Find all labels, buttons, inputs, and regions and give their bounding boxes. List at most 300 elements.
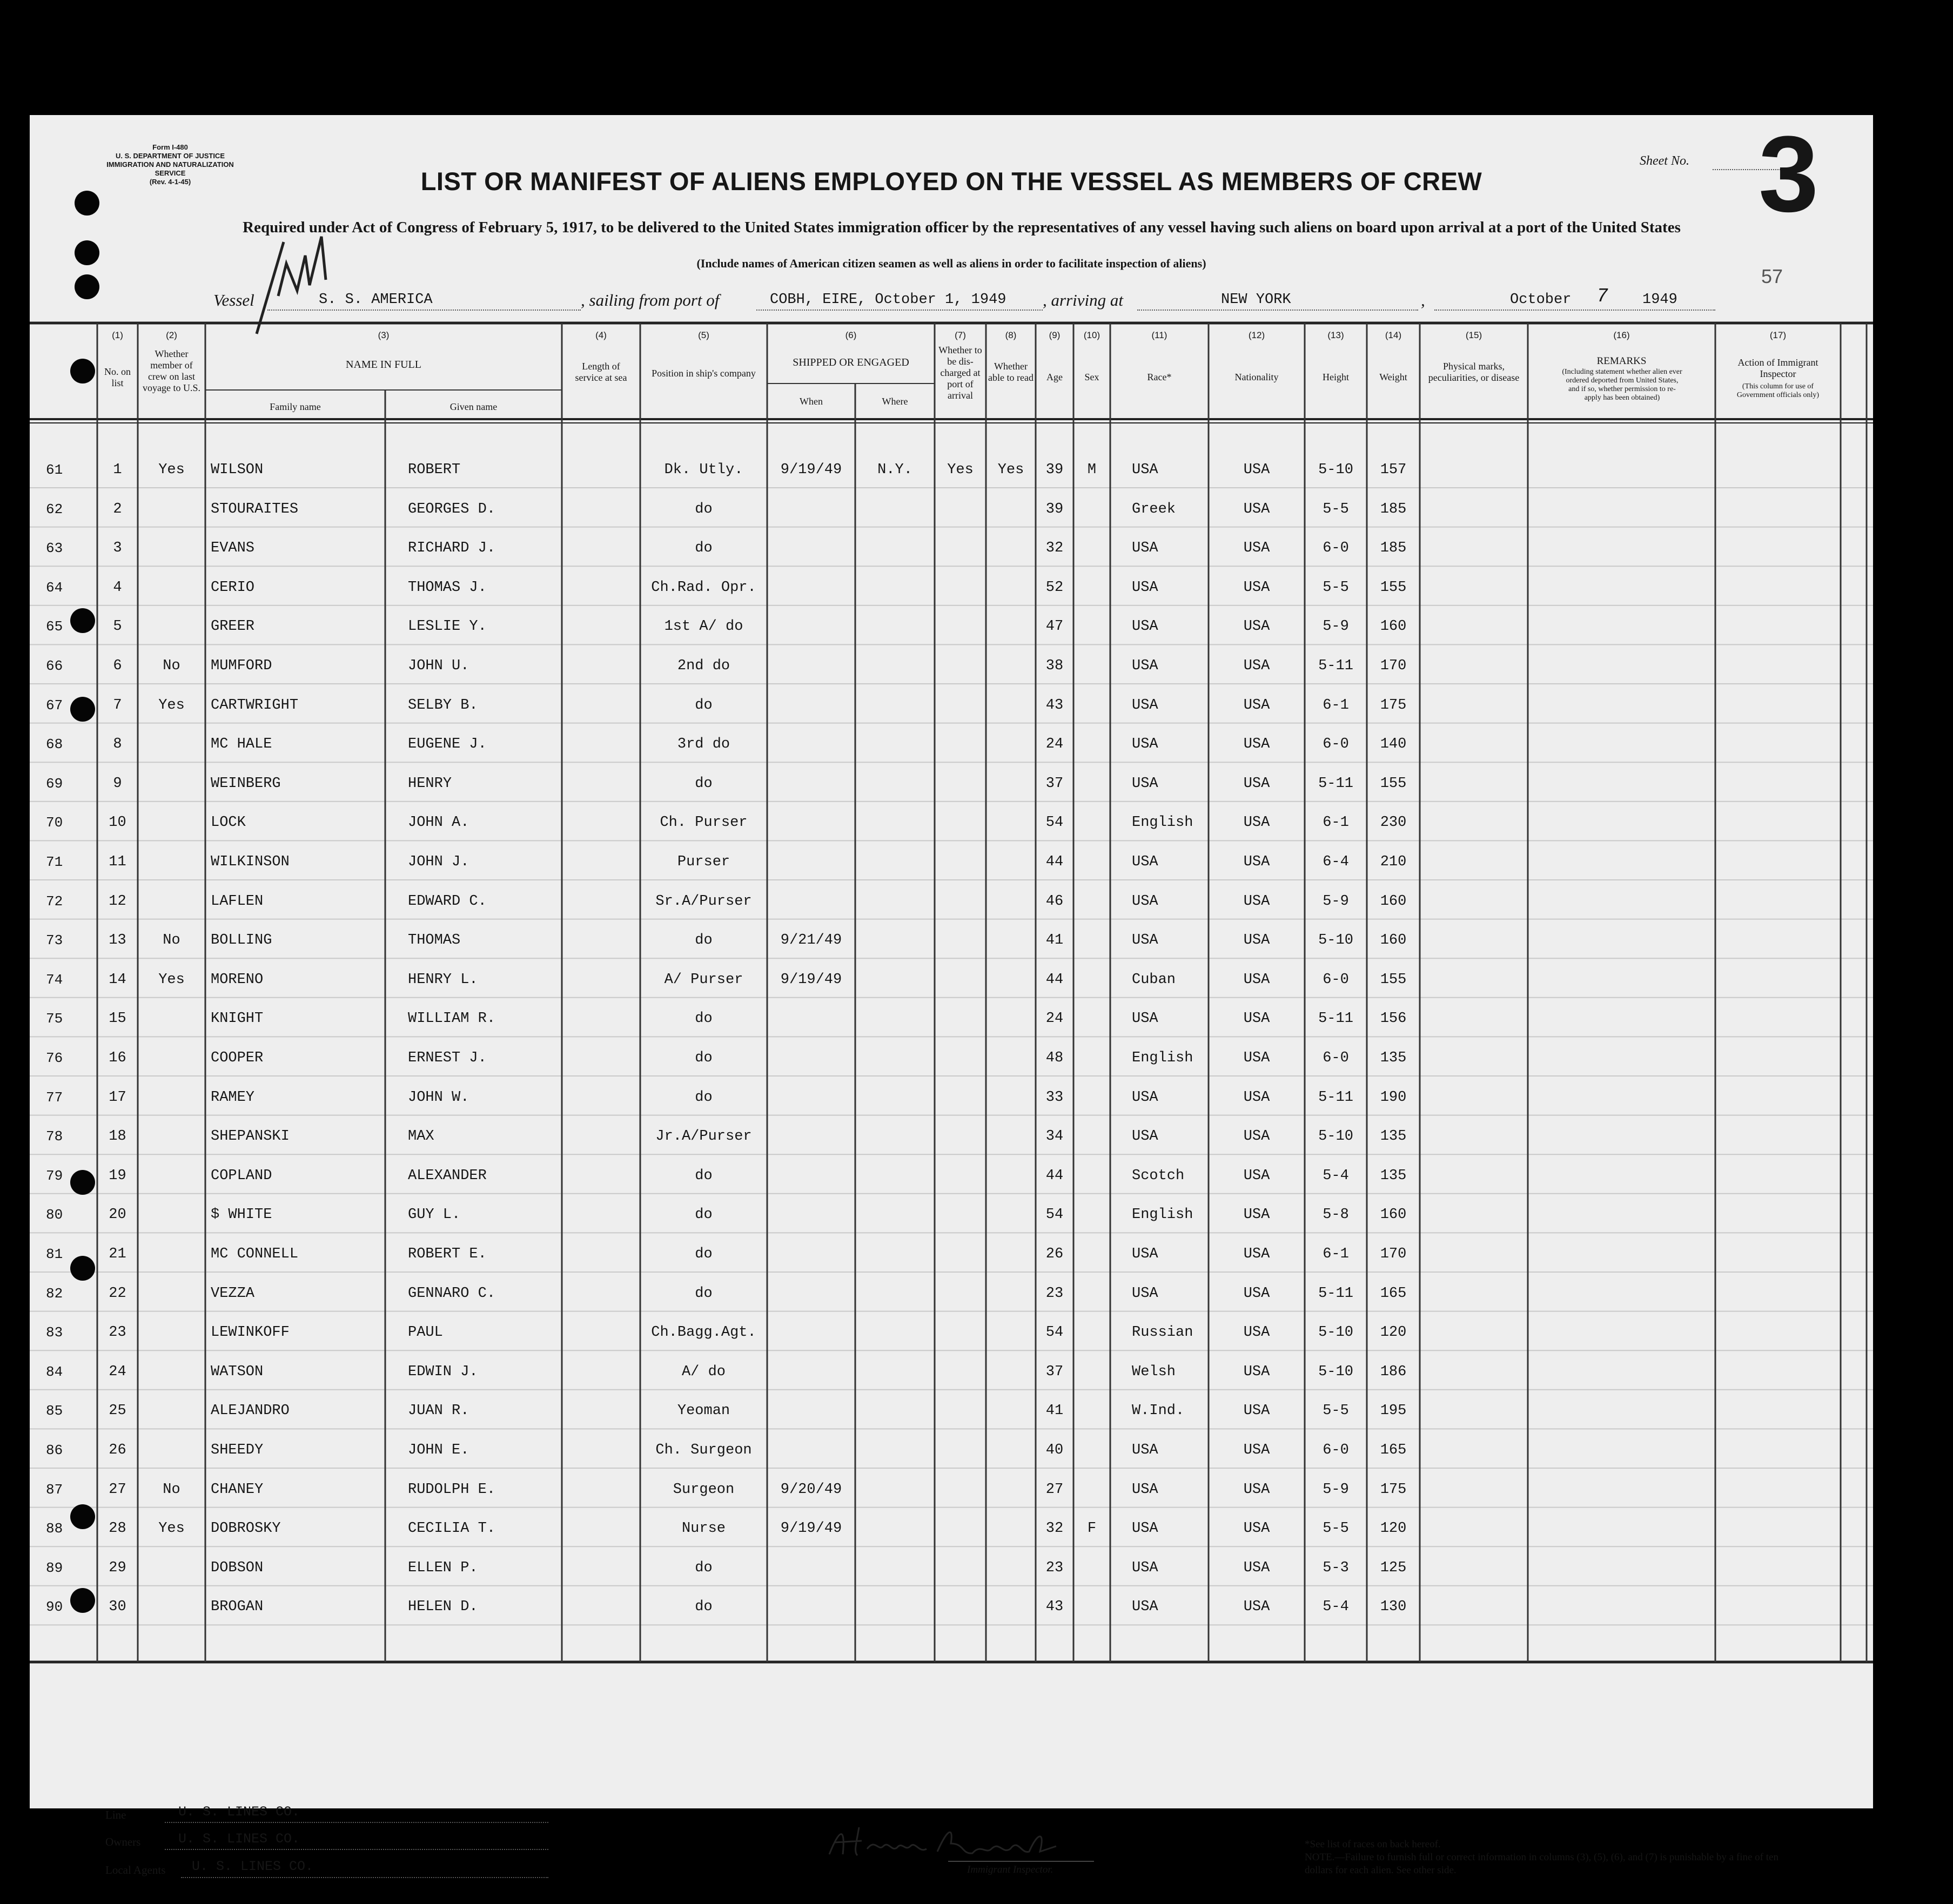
cell-ln: 85	[46, 1403, 63, 1419]
binder-hole-icon	[70, 359, 95, 384]
cell-wt: 155	[1380, 775, 1407, 792]
cell-position: 3rd do	[677, 736, 730, 753]
cell-family: MORENO	[211, 971, 264, 988]
cell-family: LEWINKOFF	[211, 1324, 290, 1341]
cell-position: Jr.A/Purser	[655, 1128, 752, 1145]
cell-no: 24	[109, 1363, 126, 1380]
page-subtitle: Required under Act of Congress of February 5, 1917, to be delivered to the United States immigration officer by the representatives of any vessel having such aliens on board upon arrival at a port of the United States	[243, 219, 1681, 236]
cell-ln: 69	[46, 775, 63, 792]
cell-given: MAX	[408, 1128, 434, 1145]
cell-nat: USA	[1243, 501, 1270, 517]
cell-no: 6	[113, 658, 122, 674]
line-underline	[165, 1822, 548, 1823]
cell-age: 44	[1045, 1167, 1064, 1184]
cell-ht: 5-10	[1318, 462, 1353, 478]
cell-nat: USA	[1243, 1363, 1270, 1380]
cell-given: EUGENE J.	[408, 736, 487, 753]
binder-hole-icon	[70, 1170, 95, 1195]
cell-ln: 88	[46, 1520, 63, 1537]
cell-family: WATSON	[211, 1363, 264, 1380]
cell-no: 10	[109, 815, 126, 831]
col-num-11: (11)	[1151, 330, 1167, 340]
cell-sex: F	[1087, 1520, 1097, 1537]
col-num-14: (14)	[1385, 330, 1402, 340]
cell-ht: 6-1	[1323, 697, 1349, 714]
cell-ht: 6-4	[1323, 854, 1349, 870]
cell-race: Welsh	[1132, 1363, 1176, 1380]
cell-family: GREER	[211, 618, 255, 635]
cell-ln: 77	[46, 1089, 63, 1106]
col-num-8: (8)	[1005, 330, 1017, 340]
cell-wt: 160	[1380, 1207, 1407, 1223]
cell-age: 52	[1045, 579, 1064, 596]
cell-member: Yes	[158, 462, 185, 478]
cell-family: CARTWRIGHT	[211, 697, 299, 714]
arrival-day: 7	[1596, 285, 1608, 307]
cell-wt: 160	[1380, 893, 1407, 910]
cell-given: ROBERT E.	[408, 1246, 487, 1262]
cell-ln: 61	[46, 462, 63, 478]
binder-hole-icon	[75, 191, 99, 216]
cell-ht: 5-11	[1318, 1285, 1353, 1302]
cell-no: 26	[109, 1442, 126, 1458]
cell-family: LOCK	[211, 815, 246, 831]
cell-ln: 86	[46, 1442, 63, 1458]
cell-position: Yeoman	[677, 1403, 730, 1419]
cell-ln: 81	[46, 1246, 63, 1262]
cell-nat: USA	[1243, 658, 1270, 674]
cell-where: N.Y.	[877, 462, 912, 478]
cell-wt: 160	[1380, 618, 1407, 635]
cell-wt: 170	[1380, 658, 1407, 674]
owners-underline	[165, 1849, 548, 1850]
col-num-5: (5)	[698, 330, 709, 340]
cell-nat: USA	[1243, 1050, 1270, 1066]
cell-age: 44	[1045, 854, 1064, 870]
cell-ht: 5-4	[1323, 1167, 1349, 1184]
col-num-12: (12)	[1248, 330, 1265, 340]
cell-ln: 68	[46, 736, 63, 753]
cell-ht: 6-1	[1323, 815, 1349, 831]
sheet-number: 3	[1759, 114, 1819, 234]
header-action: Action of Immigrant Inspector	[1737, 357, 1818, 379]
cell-ht: 5-10	[1318, 1324, 1353, 1341]
vessel-name: S. S. AMERICA	[319, 292, 433, 308]
penalty-note: NOTE.—Failure to furnish full or correct information in columns (3), (5), (6), and (7) is punishable by a fine of ten dollars for each alien. See other side.	[1305, 1852, 1778, 1876]
header-name-in-full: NAME IN FULL	[346, 359, 421, 371]
inspector-signature	[824, 1822, 1062, 1865]
cell-race: USA	[1132, 1520, 1158, 1537]
cell-no: 27	[109, 1481, 126, 1498]
cell-ht: 5-8	[1323, 1207, 1349, 1223]
line-value: U. S. LINES CO.	[178, 1804, 300, 1820]
cell-family: EVANS	[211, 540, 255, 557]
signature-line	[948, 1861, 1094, 1862]
cell-no: 29	[109, 1559, 126, 1576]
cell-position: do	[695, 1011, 713, 1027]
cell-no: 14	[109, 971, 126, 988]
cell-race: USA	[1132, 1481, 1158, 1498]
cell-position: Nurse	[681, 1520, 726, 1537]
cell-given: RUDOLPH E.	[408, 1481, 496, 1498]
cell-given: HENRY L.	[408, 971, 478, 988]
cell-ht: 5-5	[1323, 1403, 1349, 1419]
cell-age: 48	[1045, 1050, 1064, 1066]
cell-position: do	[695, 1599, 713, 1616]
cell-ln: 79	[46, 1167, 63, 1184]
header-nationality: Nationality	[1234, 372, 1279, 382]
cell-ht: 5-5	[1323, 579, 1349, 596]
cell-member: No	[163, 932, 180, 949]
cell-no: 19	[109, 1167, 126, 1184]
cell-given: HELEN D.	[408, 1599, 478, 1616]
col-num-9: (9)	[1049, 330, 1061, 340]
cell-given: JOHN W.	[408, 1089, 469, 1106]
col-num-3: (3)	[378, 330, 390, 340]
col-num-15: (15)	[1465, 330, 1482, 340]
cell-age: 54	[1045, 1324, 1064, 1341]
cell-family: VEZZA	[211, 1285, 255, 1302]
cell-race: USA	[1132, 1128, 1158, 1145]
cell-age: 39	[1045, 501, 1064, 517]
cell-age: 24	[1045, 736, 1064, 753]
header-whether-member: Whether member of crew on last voyage to U.S.	[143, 348, 200, 393]
cell-no: 18	[109, 1128, 126, 1145]
cell-position: do	[695, 1559, 713, 1576]
cell-age: 54	[1045, 815, 1064, 831]
cell-position: A/ Purser	[664, 971, 743, 988]
cell-ht: 5-9	[1323, 618, 1349, 635]
cell-nat: USA	[1243, 1403, 1270, 1419]
cell-wt: 155	[1380, 971, 1407, 988]
cell-age: 47	[1045, 618, 1064, 635]
cell-ln: 63	[46, 540, 63, 557]
form-revision: (Rev. 4-1-45)	[149, 178, 191, 186]
cell-race: Russian	[1132, 1324, 1193, 1341]
cell-ht: 5-11	[1318, 658, 1353, 674]
cell-position: Ch.Rad. Opr.	[651, 579, 756, 596]
cell-race: USA	[1132, 1011, 1158, 1027]
agents-value: U. S. LINES CO.	[192, 1859, 314, 1874]
cell-family: BOLLING	[211, 932, 272, 949]
cell-age: 43	[1045, 697, 1064, 714]
cell-ht: 6-0	[1323, 971, 1349, 988]
cell-no: 1	[113, 462, 122, 478]
cell-nat: USA	[1243, 854, 1270, 870]
cell-position: 2nd do	[677, 658, 730, 674]
header-shipped-engaged: SHIPPED OR ENGAGED	[793, 356, 909, 368]
cell-wt: 157	[1380, 462, 1407, 478]
cell-age: 23	[1045, 1285, 1064, 1302]
cell-wt: 135	[1380, 1050, 1407, 1066]
cell-position: Surgeon	[673, 1481, 735, 1498]
cell-nat: USA	[1243, 775, 1270, 792]
header-age: Age	[1046, 372, 1063, 382]
cell-position: Ch.Bagg.Agt.	[651, 1324, 756, 1341]
cell-family: WILKINSON	[211, 854, 290, 870]
cell-member: Yes	[158, 1520, 185, 1537]
col-num-2: (2)	[166, 330, 177, 340]
cell-ht: 5-3	[1323, 1559, 1349, 1576]
cell-no: 30	[109, 1599, 126, 1616]
cell-ln: 87	[46, 1481, 63, 1498]
cell-family: WEINBERG	[211, 775, 281, 792]
cell-age: 24	[1045, 1011, 1064, 1027]
page-title: LIST OR MANIFEST OF ALIENS EMPLOYED ON THE VESSEL AS MEMBERS OF CREW	[420, 167, 1482, 196]
header-position: Position in ship's company	[652, 368, 756, 379]
header-length-service: Length of service at sea	[575, 361, 627, 383]
departure-port: COBH, EIRE, October 1, 1949	[770, 292, 1006, 308]
cell-ln: 89	[46, 1559, 63, 1576]
cell-age: 34	[1045, 1128, 1064, 1145]
cell-given: HENRY	[408, 775, 452, 792]
cell-wt: 130	[1380, 1599, 1407, 1616]
cell-position: Ch. Surgeon	[655, 1442, 752, 1458]
cell-race: USA	[1132, 1599, 1158, 1616]
cell-no: 23	[109, 1324, 126, 1341]
cell-race: USA	[1132, 1442, 1158, 1458]
cell-age: 23	[1045, 1559, 1064, 1576]
agents-underline	[181, 1877, 548, 1878]
arrival-month: October	[1510, 292, 1572, 308]
cell-no: 11	[109, 854, 126, 870]
cell-race: Cuban	[1132, 971, 1176, 988]
cell-given: PAUL	[408, 1324, 443, 1341]
footer-notes	[1305, 1838, 1791, 1877]
cell-ln: 65	[46, 618, 63, 635]
arrival-port-line	[1137, 310, 1418, 311]
cell-no: 28	[109, 1520, 126, 1537]
sheet-label: Sheet No.	[1640, 154, 1689, 168]
cell-given: JOHN E.	[408, 1442, 469, 1458]
header-action-note: (This column for use of Government officials only)	[1736, 382, 1820, 399]
cell-wt: 185	[1380, 540, 1407, 557]
cell-wt: 135	[1380, 1167, 1407, 1184]
header-discharged: Whether to be dis-charged at port of arrival	[938, 345, 982, 401]
cell-position: do	[695, 1089, 713, 1106]
cell-nat: USA	[1243, 540, 1270, 557]
handwritten-mark-icon	[246, 204, 365, 339]
cell-wt: 160	[1380, 932, 1407, 949]
binder-hole-icon	[75, 240, 99, 265]
cell-position: do	[695, 1167, 713, 1184]
cell-family: MC HALE	[211, 736, 272, 753]
cell-race: English	[1132, 1050, 1193, 1066]
binder-hole-icon	[70, 608, 95, 633]
cell-race: W.Ind.	[1132, 1403, 1185, 1419]
cell-family: RAMEY	[211, 1089, 255, 1106]
cell-nat: USA	[1243, 1520, 1270, 1537]
binder-hole-icon	[70, 1588, 95, 1613]
cell-given: GENNARO C.	[408, 1285, 496, 1302]
cell-nat: USA	[1243, 579, 1270, 596]
cell-family: CHANEY	[211, 1481, 264, 1498]
cell-position: A/ do	[681, 1363, 726, 1380]
cell-ht: 5-4	[1323, 1599, 1349, 1616]
cell-no: 3	[113, 540, 122, 557]
cell-nat: USA	[1243, 971, 1270, 988]
cell-race: USA	[1132, 1559, 1158, 1576]
header-where: Where	[882, 396, 908, 407]
cell-wt: 156	[1380, 1011, 1407, 1027]
col-num-4: (4)	[595, 330, 607, 340]
cell-ln: 75	[46, 1011, 63, 1027]
cell-family: STOURAITES	[211, 501, 299, 517]
cell-age: 46	[1045, 893, 1064, 910]
cell-no: 2	[113, 501, 122, 517]
cell-race: Scotch	[1132, 1167, 1185, 1184]
cell-age: 37	[1045, 1363, 1064, 1380]
cell-ht: 5-10	[1318, 1363, 1353, 1380]
race-note: *See list of races on back hereof.	[1305, 1839, 1441, 1850]
cell-race: USA	[1132, 736, 1158, 753]
cell-position: do	[695, 775, 713, 792]
cell-position: 1st A/ do	[664, 618, 743, 635]
header-family-name: Family name	[270, 401, 321, 412]
cell-age: 27	[1045, 1481, 1064, 1498]
cell-ht: 5-9	[1323, 1481, 1349, 1498]
cell-ln: 82	[46, 1285, 63, 1302]
header-when: When	[800, 396, 823, 407]
cell-nat: USA	[1243, 1324, 1270, 1341]
cell-no: 7	[113, 697, 122, 714]
cell-member: Yes	[158, 697, 185, 714]
cell-nat: USA	[1243, 1559, 1270, 1576]
cell-race: USA	[1132, 697, 1158, 714]
cell-member: Yes	[158, 971, 185, 988]
cell-when: 9/19/49	[780, 1520, 842, 1537]
cell-wt: 155	[1380, 579, 1407, 596]
cell-age: 54	[1045, 1207, 1064, 1223]
cell-race: USA	[1132, 854, 1158, 870]
cell-position: do	[695, 501, 713, 517]
cell-wt: 175	[1380, 697, 1407, 714]
cell-ln: 76	[46, 1050, 63, 1066]
cell-given: THOMAS	[408, 932, 461, 949]
cell-position: Ch. Purser	[660, 815, 748, 831]
cell-wt: 120	[1380, 1520, 1407, 1537]
cell-position: do	[695, 1246, 713, 1262]
cell-ht: 5-9	[1323, 893, 1349, 910]
cell-age: 44	[1045, 971, 1064, 988]
cell-family: LAFLEN	[211, 893, 264, 910]
cell-race: USA	[1132, 1285, 1158, 1302]
cell-given: GUY L.	[408, 1207, 461, 1223]
header-sex: Sex	[1084, 372, 1099, 382]
cell-race: USA	[1132, 893, 1158, 910]
vessel-label: Vessel	[213, 291, 254, 310]
inspector-label: Immigrant Inspector.	[967, 1864, 1053, 1875]
cell-ht: 6-0	[1323, 1050, 1349, 1066]
cell-given: RICHARD J.	[408, 540, 496, 557]
header-physical-marks: Physical marks, peculiarities, or disease	[1428, 361, 1520, 383]
cell-ht: 6-0	[1323, 1442, 1349, 1458]
cell-family: ALEJANDRO	[211, 1403, 290, 1419]
cell-wt: 185	[1380, 501, 1407, 517]
cell-race: USA	[1132, 658, 1158, 674]
cell-disch: Yes	[947, 462, 974, 478]
cell-ln: 71	[46, 854, 63, 870]
cell-ln: 90	[46, 1599, 63, 1616]
cell-when: 9/20/49	[780, 1481, 842, 1498]
arrival-date-line	[1434, 310, 1715, 311]
cell-race: USA	[1132, 579, 1158, 596]
cell-nat: USA	[1243, 1207, 1270, 1223]
cell-family: $ WHITE	[211, 1207, 272, 1223]
cell-age: 32	[1045, 1520, 1064, 1537]
cell-wt: 170	[1380, 1246, 1407, 1262]
cell-no: 9	[113, 775, 122, 792]
binder-hole-icon	[70, 697, 95, 722]
cell-when: 9/19/49	[780, 971, 842, 988]
cell-nat: USA	[1243, 1128, 1270, 1145]
cell-family: KNIGHT	[211, 1011, 264, 1027]
cell-family: SHEPANSKI	[211, 1128, 290, 1145]
cell-race: USA	[1132, 540, 1158, 557]
cell-wt: 190	[1380, 1089, 1407, 1106]
cell-when: 9/19/49	[780, 462, 842, 478]
cell-position: do	[695, 1050, 713, 1066]
cell-no: 22	[109, 1285, 126, 1302]
cell-given: JUAN R.	[408, 1403, 469, 1419]
cell-no: 8	[113, 736, 122, 753]
cell-position: do	[695, 1207, 713, 1223]
stamp-number: 57	[1761, 265, 1783, 287]
cell-nat: USA	[1243, 1246, 1270, 1262]
cell-family: DOBROSKY	[211, 1520, 281, 1537]
header-given-name: Given name	[449, 401, 498, 412]
cell-given: CECILIA T.	[408, 1520, 496, 1537]
cell-ln: 73	[46, 932, 63, 949]
col-num-7: (7)	[955, 330, 966, 340]
cell-nat: USA	[1243, 1481, 1270, 1498]
header-remarks: REMARKS	[1596, 355, 1647, 367]
cell-given: EDWARD C.	[408, 893, 487, 910]
cell-age: 32	[1045, 540, 1064, 557]
cell-race: USA	[1132, 932, 1158, 949]
col-num-17: (17)	[1769, 330, 1787, 340]
cell-wt: 135	[1380, 1128, 1407, 1145]
cell-nat: USA	[1243, 1089, 1270, 1106]
cell-when: 9/21/49	[780, 932, 842, 949]
cell-ht: 6-1	[1323, 1246, 1349, 1262]
header-weight: Weight	[1379, 372, 1407, 382]
cell-no: 15	[109, 1011, 126, 1027]
cell-given: WILLIAM R.	[408, 1011, 496, 1027]
header-no-on-list: No. on list	[104, 366, 131, 388]
cell-nat: USA	[1243, 1011, 1270, 1027]
form-number: Form I-480	[152, 143, 188, 151]
cell-wt: 175	[1380, 1481, 1407, 1498]
cell-wt: 140	[1380, 736, 1407, 753]
cell-ht: 5-11	[1318, 775, 1353, 792]
cell-given: LESLIE Y.	[408, 618, 487, 635]
header-able-to-read: Whether able to read	[988, 361, 1033, 383]
arrival-port: NEW YORK	[1221, 292, 1291, 308]
cell-nat: USA	[1243, 1442, 1270, 1458]
cell-given: JOHN J.	[408, 854, 469, 870]
sailing-label: , sailing from port of	[581, 291, 720, 310]
cell-wt: 230	[1380, 815, 1407, 831]
cell-ht: 5-10	[1318, 932, 1353, 949]
cell-race: USA	[1132, 775, 1158, 792]
cell-wt: 186	[1380, 1363, 1407, 1380]
cell-read: Yes	[997, 462, 1024, 478]
cell-ln: 70	[46, 815, 63, 831]
cell-no: 12	[109, 893, 126, 910]
col-num-16: (16)	[1613, 330, 1630, 340]
cell-race: USA	[1132, 618, 1158, 635]
